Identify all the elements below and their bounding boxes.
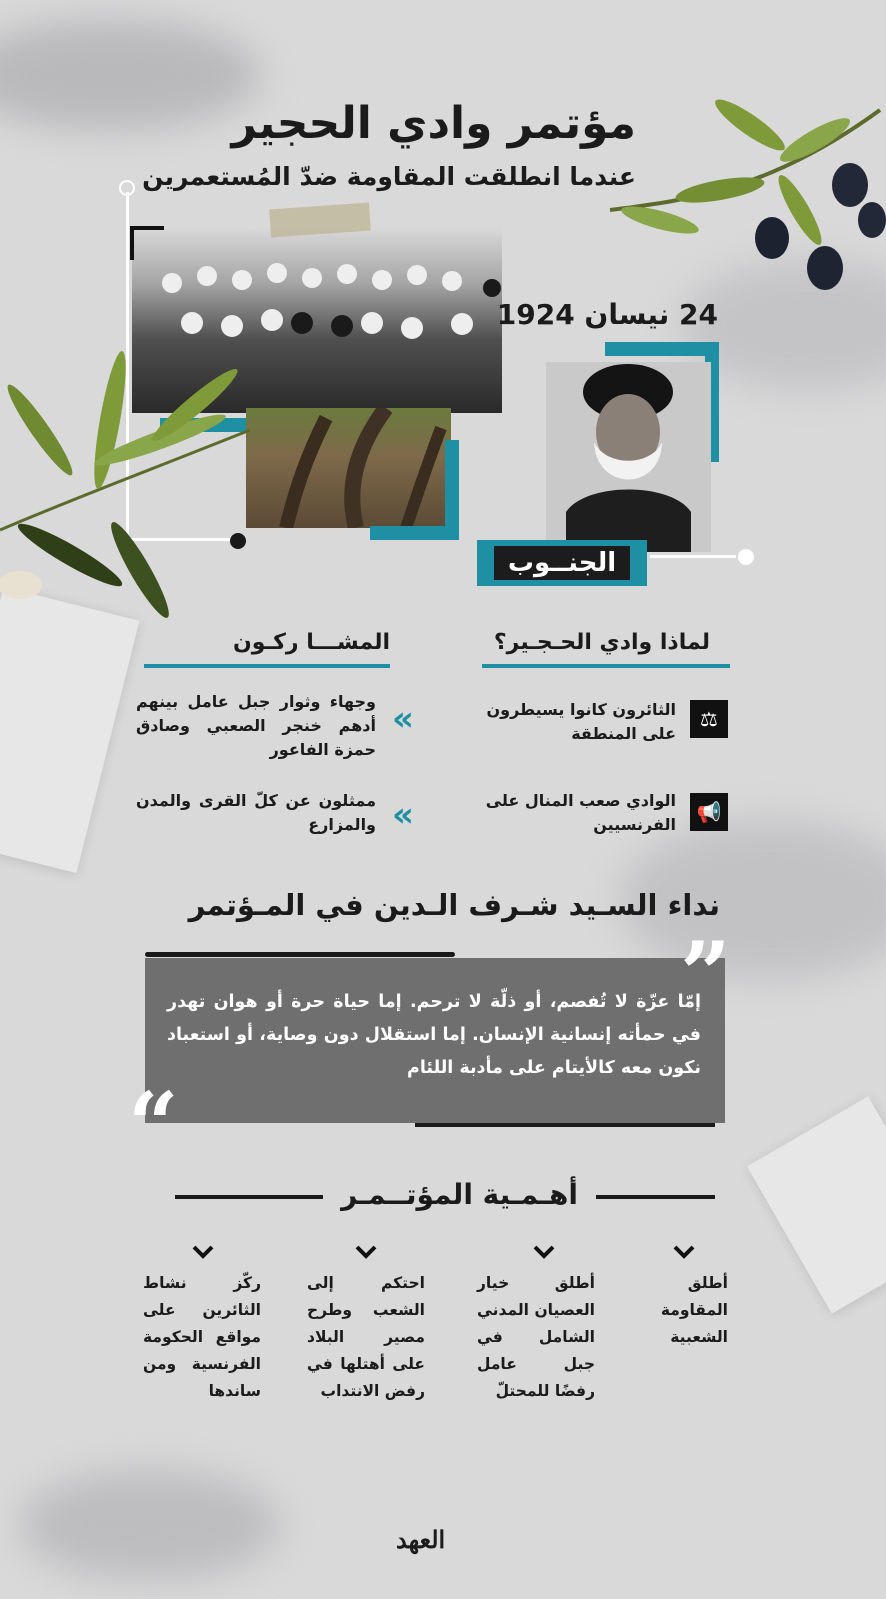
region-label: الجنــوب bbox=[494, 546, 630, 580]
gavel-icon: ⚖ bbox=[690, 700, 728, 738]
quote-box bbox=[145, 958, 725, 1123]
portrait-photo bbox=[546, 362, 711, 552]
chevron-down-icon bbox=[533, 1245, 555, 1259]
quote-text: إمّا عزّة لا تُفصم، أو ذلّة لا ترحم. إما حياة حرة أو هوان تهدر في حمأته إنسانية الإنسان. إما استقلال دون وصاية، أو استعباد نكون معه كالأيتام على مأدبة اللئام bbox=[167, 992, 701, 1078]
olive-branch-icon bbox=[0, 300, 270, 630]
double-chevron-icon: « bbox=[392, 699, 414, 739]
section-underline bbox=[482, 664, 730, 668]
megaphone-icon: 📢 bbox=[690, 793, 728, 831]
event-date: 24 نيسان 1924 bbox=[496, 298, 718, 331]
why-item-text: الوادي صعب المنال على الفرنسيين bbox=[485, 791, 676, 834]
timeline-dot bbox=[738, 549, 754, 565]
region-badge bbox=[477, 540, 647, 586]
participants-item-text: ممثلون عن كلّ القرى والمدن والمزارع bbox=[136, 791, 376, 834]
timeline-dot bbox=[119, 180, 135, 196]
importance-item: أطلق خيار العصيان المدني الشامل في جبل عامل رفضًا للمحتلّ bbox=[477, 1274, 595, 1400]
section-underline bbox=[144, 664, 390, 668]
page-subtitle: عندما انطلقت المقاومة ضدّ المُستعمرين bbox=[142, 162, 636, 191]
importance-item: احتكم إلى الشعب وطرح مصير البلاد على أهتلها في رفض الانتداب bbox=[307, 1274, 425, 1400]
quote-close-icon: “ bbox=[128, 1072, 179, 1176]
page-title: مؤتمر وادي الحجير bbox=[231, 98, 636, 149]
chevron-down-icon bbox=[355, 1245, 377, 1259]
olive-tree-photo bbox=[246, 408, 451, 528]
brand-logo: العهد bbox=[396, 1525, 446, 1554]
why-heading: لماذا وادي الحـجـير؟ bbox=[493, 630, 710, 655]
quote-open-icon: ” bbox=[680, 922, 731, 1026]
quote-rule bbox=[415, 1123, 715, 1127]
teal-accent bbox=[445, 440, 459, 540]
heading-rule bbox=[145, 952, 455, 957]
chevron-down-icon bbox=[192, 1245, 214, 1259]
participants-heading: المشـــا ركـون bbox=[233, 630, 390, 655]
corner-decoration bbox=[130, 226, 164, 260]
teal-accent bbox=[370, 526, 459, 540]
call-heading: نداء السـيد شـرف الـدين في المـؤتمر bbox=[188, 888, 720, 922]
cloud-decoration bbox=[0, 20, 260, 130]
chevron-down-icon bbox=[673, 1245, 695, 1259]
importance-item: أطلق المقاومة الشعبية bbox=[660, 1274, 728, 1346]
why-item-text: الثائرون كانوا يسيطرون على المنطقة bbox=[486, 700, 676, 743]
cloud-decoration bbox=[20, 1470, 280, 1580]
olive-branch-icon bbox=[600, 80, 886, 300]
frame-line bbox=[650, 555, 736, 558]
importance-heading: أهـمـية المؤتــمـر bbox=[323, 1178, 596, 1211]
double-chevron-icon: « bbox=[392, 795, 414, 835]
teal-accent bbox=[605, 342, 719, 356]
importance-item: ركّز نشاط الثائرين على مواقع الحكومة الفرنسية ومن ساندها bbox=[143, 1274, 261, 1400]
paper-decoration bbox=[747, 1096, 886, 1313]
participants-item-text: وجهاء وثوار جبل عامل بينهم أدهم خنجر الصعبي وصادق حمزة الفاعور bbox=[136, 692, 376, 759]
